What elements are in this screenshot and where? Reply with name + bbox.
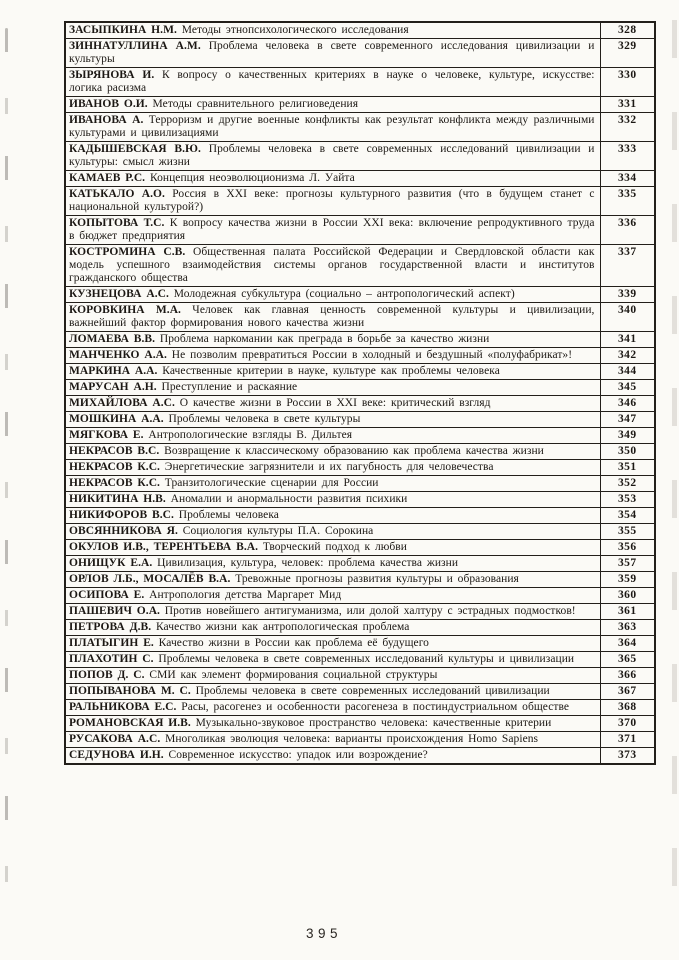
entry-cell bbox=[65, 142, 600, 171]
entry-page-number: 359 bbox=[600, 572, 655, 588]
entry-title: Россия в XXI веке: прогнозы культурного развития (что в будущем станет с национальной культурой?) bbox=[69, 188, 595, 213]
entry-page-number: 360 bbox=[600, 588, 655, 604]
entry-page-number: 366 bbox=[600, 668, 655, 684]
entry-title: Тревожные прогнозы развития культуры и образования bbox=[230, 573, 519, 585]
entry-title: Проблема человека в свете современного исследования цивилизации и культуры bbox=[69, 40, 595, 65]
entry-title: Возвращение к классическому образованию как проблема качества жизни bbox=[159, 445, 544, 457]
entry-page-number: 367 bbox=[600, 684, 655, 700]
table-row bbox=[65, 412, 655, 428]
entry-page-number: 373 bbox=[600, 748, 655, 765]
entry-page-number: 365 bbox=[600, 652, 655, 668]
entry-title: О качестве жизни в России в XXI веке: критический взгляд bbox=[174, 397, 491, 409]
entry-title: Качество жизни в России как проблема её будущего bbox=[153, 637, 429, 649]
entry-page-number: 333 bbox=[600, 142, 655, 171]
entry-cell bbox=[65, 364, 600, 380]
entry-cell bbox=[65, 652, 600, 668]
entry-title: Терроризм и другие военные конфликты как результат конфликта между различными культурами и цивилизациями bbox=[69, 114, 595, 139]
entry-page-number: 330 bbox=[600, 68, 655, 97]
table-row bbox=[65, 716, 655, 732]
entry-page-number: 339 bbox=[600, 287, 655, 303]
entry-cell bbox=[65, 684, 600, 700]
entry-cell bbox=[65, 39, 600, 68]
entry-cell bbox=[65, 636, 600, 652]
entry-title: Качество жизни как антропологическая проблема bbox=[151, 621, 410, 633]
entry-author: ПЛАХОТИН С. bbox=[69, 653, 154, 665]
entry-author: ОВСЯННИКОВА Я. bbox=[69, 525, 178, 537]
entry-title: Общественная палата Российской Федерации и Свердловской области как модель успешного взаимодействия системы органов государственной власти и институтов гражданского общества bbox=[69, 246, 595, 284]
entry-page-number: 356 bbox=[600, 540, 655, 556]
table-row bbox=[65, 113, 655, 142]
entry-cell bbox=[65, 187, 600, 216]
entry-author: НЕКРАСОВ К.С. bbox=[69, 461, 160, 473]
entry-author: МЯГКОВА Е. bbox=[69, 429, 144, 441]
entry-title: Проблемы человека в свете современных исследований цивилизации bbox=[190, 685, 550, 697]
entry-page-number: 328 bbox=[600, 22, 655, 39]
entry-author: МАРУСАН А.Н. bbox=[69, 381, 157, 393]
entry-title: Проблемы человека в свете современных исследований культуры и цивилизации bbox=[153, 653, 575, 665]
table-row bbox=[65, 39, 655, 68]
table-row bbox=[65, 303, 655, 332]
table-row bbox=[65, 556, 655, 572]
entry-page-number: 332 bbox=[600, 113, 655, 142]
table-row bbox=[65, 732, 655, 748]
entry-cell bbox=[65, 604, 600, 620]
entry-cell bbox=[65, 716, 600, 732]
entry-page-number: 347 bbox=[600, 412, 655, 428]
entry-author: НЕКРАСОВ В.С. bbox=[69, 445, 160, 457]
entry-page-number: 352 bbox=[600, 476, 655, 492]
entry-cell bbox=[65, 588, 600, 604]
entry-author: МАНЧЕНКО А.А. bbox=[69, 349, 167, 361]
entry-author: РОМАНОВСКАЯ И.В. bbox=[69, 717, 191, 729]
entry-title: Молодежная субкультура (социально – антропологический аспект) bbox=[168, 288, 515, 300]
entry-cell bbox=[65, 428, 600, 444]
entry-author: МИХАЙЛОВА А.С. bbox=[69, 397, 175, 409]
entry-author: НИКИФОРОВ В.С. bbox=[69, 509, 174, 521]
table-row bbox=[65, 97, 655, 113]
entry-page-number: 350 bbox=[600, 444, 655, 460]
entry-author: ИВАНОВА А. bbox=[69, 114, 144, 126]
entry-title: Проблема наркомании как преграда в борьбе за качество жизни bbox=[155, 333, 490, 345]
entry-cell bbox=[65, 572, 600, 588]
entry-cell bbox=[65, 348, 600, 364]
entry-cell bbox=[65, 68, 600, 97]
scan-edge-artifact-right bbox=[672, 20, 677, 920]
entry-author: КОПЫТОВА Т.С. bbox=[69, 217, 165, 229]
entry-title: Аномалии и анормальности развития психики bbox=[165, 493, 408, 505]
entry-cell bbox=[65, 748, 600, 765]
table-row bbox=[65, 396, 655, 412]
entry-title: Антропология детства Маргарет Мид bbox=[144, 589, 342, 601]
table-row bbox=[65, 620, 655, 636]
table-row bbox=[65, 652, 655, 668]
entry-page-number: 357 bbox=[600, 556, 655, 572]
table-row bbox=[65, 684, 655, 700]
entry-author: ЗАСЫПКИНА Н.М. bbox=[69, 24, 177, 36]
table-row bbox=[65, 216, 655, 245]
entry-title: Человек как главная ценность современной культуры и цивилизации, важнейший фактор формирования нового качества жизни bbox=[69, 304, 595, 329]
table-row bbox=[65, 380, 655, 396]
entry-author: ЛОМАЕВА В.В. bbox=[69, 333, 156, 345]
entry-author: ОКУЛОВ И.В., ТЕРЕНТЬЕВА В.А. bbox=[69, 541, 259, 553]
entry-author: МАРКИНА А.А. bbox=[69, 365, 158, 377]
table-row bbox=[65, 748, 655, 765]
entry-page-number: 363 bbox=[600, 620, 655, 636]
scan-edge-artifact-left bbox=[5, 28, 8, 913]
table-row bbox=[65, 332, 655, 348]
footer-page-number: 395 bbox=[305, 926, 343, 941]
entry-author: РАЛЬНИКОВА Е.С. bbox=[69, 701, 177, 713]
entry-cell bbox=[65, 287, 600, 303]
entry-title: Качественные критерии в науке, культуре как проблемы человека bbox=[157, 365, 500, 377]
table-row bbox=[65, 668, 655, 684]
entry-author: СЕДУНОВА И.Н. bbox=[69, 749, 164, 761]
entry-cell bbox=[65, 303, 600, 332]
entry-author: КОРОВКИНА М.А. bbox=[69, 304, 181, 316]
table-row bbox=[65, 428, 655, 444]
entry-page-number: 337 bbox=[600, 245, 655, 287]
entry-cell bbox=[65, 492, 600, 508]
entry-cell bbox=[65, 22, 600, 39]
entry-title: Методы этнопсихологического исследования bbox=[176, 24, 409, 36]
index-table-body bbox=[65, 22, 655, 764]
entry-cell bbox=[65, 476, 600, 492]
entry-title: Против новейшего антигуманизма, или долой халтуру с эстрадных подмостков! bbox=[159, 605, 576, 617]
entry-cell bbox=[65, 524, 600, 540]
entry-title: Методы сравнительного религиоведения bbox=[147, 98, 359, 110]
table-row bbox=[65, 187, 655, 216]
entry-cell bbox=[65, 332, 600, 348]
entry-author: КАМАЕВ Р.С. bbox=[69, 172, 146, 184]
table-row bbox=[65, 364, 655, 380]
entry-title: Антропологические взгляды В. Дильтея bbox=[143, 429, 353, 441]
table-row bbox=[65, 22, 655, 39]
entry-page-number: 371 bbox=[600, 732, 655, 748]
entry-author: ПОПЫВАНОВА М. С. bbox=[69, 685, 191, 697]
table-row bbox=[65, 348, 655, 364]
entry-cell bbox=[65, 444, 600, 460]
entry-author: ЗИННАТУЛЛИНА А.М. bbox=[69, 40, 201, 52]
entry-cell bbox=[65, 113, 600, 142]
entry-cell bbox=[65, 396, 600, 412]
entry-title: К вопросу о качественных критериях в науке о человеке, культуре, искусстве: логика расизма bbox=[69, 69, 595, 94]
entry-page-number: 331 bbox=[600, 97, 655, 113]
entry-title: Музыкально-звуковое пространство человека: качественные критерии bbox=[190, 717, 552, 729]
entry-author: РУСАКОВА А.С. bbox=[69, 733, 161, 745]
table-row bbox=[65, 142, 655, 171]
entry-title: Проблемы человека bbox=[173, 509, 279, 521]
entry-page-number: 341 bbox=[600, 332, 655, 348]
entry-author: ОНИЩУК Е.А. bbox=[69, 557, 153, 569]
entry-page-number: 361 bbox=[600, 604, 655, 620]
entry-cell bbox=[65, 171, 600, 187]
entry-page-number: 342 bbox=[600, 348, 655, 364]
entry-author: КАТЬКАЛО А.О. bbox=[69, 188, 165, 200]
entry-cell bbox=[65, 380, 600, 396]
entry-author: ПАШЕВИЧ О.А. bbox=[69, 605, 160, 617]
entry-author: НИКИТИНА Н.В. bbox=[69, 493, 166, 505]
table-row bbox=[65, 636, 655, 652]
entry-author: ИВАНОВ О.И. bbox=[69, 98, 148, 110]
entry-page-number: 346 bbox=[600, 396, 655, 412]
entry-page-number: 334 bbox=[600, 171, 655, 187]
entry-title: Не позволим превратиться России в холодный и бездушный «полуфабрикат»! bbox=[166, 349, 573, 361]
entry-author: ЗЫРЯНОВА И. bbox=[69, 69, 155, 81]
entry-author: ПОПОВ Д. С. bbox=[69, 669, 145, 681]
table-row bbox=[65, 460, 655, 476]
entry-title: Энергетические загрязнители и их пагубность для человечества bbox=[159, 461, 494, 473]
entry-page-number: 340 bbox=[600, 303, 655, 332]
entry-cell bbox=[65, 97, 600, 113]
table-row bbox=[65, 68, 655, 97]
entry-title: К вопросу качества жизни в России XXI века: включение репродуктивного труда в бюджет предприятия bbox=[69, 217, 595, 242]
table-row bbox=[65, 171, 655, 187]
table-row bbox=[65, 700, 655, 716]
entry-page-number: 368 bbox=[600, 700, 655, 716]
entry-cell bbox=[65, 700, 600, 716]
entry-cell bbox=[65, 620, 600, 636]
entry-page-number: 345 bbox=[600, 380, 655, 396]
entry-page-number: 364 bbox=[600, 636, 655, 652]
entry-title: Многоликая эволюция человека: варианты происхождения Homo Sapiens bbox=[160, 733, 539, 745]
entry-author: МОШКИНА А.А. bbox=[69, 413, 164, 425]
table-row bbox=[65, 444, 655, 460]
entry-page-number: 349 bbox=[600, 428, 655, 444]
entry-page-number: 329 bbox=[600, 39, 655, 68]
entry-page-number: 336 bbox=[600, 216, 655, 245]
entry-page-number: 355 bbox=[600, 524, 655, 540]
entry-page-number: 354 bbox=[600, 508, 655, 524]
entry-title: Преступление и раскаяние bbox=[156, 381, 298, 393]
entry-cell bbox=[65, 412, 600, 428]
entry-title: Современное искусство: упадок или возрождение? bbox=[163, 749, 428, 761]
table-row bbox=[65, 508, 655, 524]
entry-cell bbox=[65, 732, 600, 748]
entry-cell bbox=[65, 216, 600, 245]
index-table bbox=[64, 21, 656, 765]
entry-author: ОСИПОВА Е. bbox=[69, 589, 145, 601]
entry-cell bbox=[65, 556, 600, 572]
entry-title: Творческий подход к любви bbox=[258, 541, 407, 553]
entry-title: Концепция неоэволюционизма Л. Уайта bbox=[145, 172, 355, 184]
entry-author: ПЕТРОВА Д.В. bbox=[69, 621, 152, 633]
entry-page-number: 344 bbox=[600, 364, 655, 380]
table-row bbox=[65, 572, 655, 588]
entry-title: Социология культуры П.А. Сорокина bbox=[177, 525, 374, 537]
table-row bbox=[65, 245, 655, 287]
entry-page-number: 353 bbox=[600, 492, 655, 508]
table-row bbox=[65, 476, 655, 492]
entry-page-number: 335 bbox=[600, 187, 655, 216]
table-row bbox=[65, 604, 655, 620]
entry-author: ПЛАТЫГИН Е. bbox=[69, 637, 154, 649]
table-row bbox=[65, 287, 655, 303]
entry-title: Цивилизация, культура, человек: проблема качества жизни bbox=[152, 557, 459, 569]
entry-author: КАДЫШЕВСКАЯ В.Ю. bbox=[69, 143, 201, 155]
entry-cell bbox=[65, 245, 600, 287]
entry-title: Проблемы человека в свете культуры bbox=[163, 413, 361, 425]
table-row bbox=[65, 492, 655, 508]
entry-title: Транзитологические сценарии для России bbox=[159, 477, 379, 489]
entry-cell bbox=[65, 508, 600, 524]
entry-cell bbox=[65, 540, 600, 556]
entry-title: СМИ как элемент формирования социальной структуры bbox=[144, 669, 438, 681]
entry-author: КОСТРОМИНА С.В. bbox=[69, 246, 186, 258]
entry-title: Расы, расогенез и особенности расогенеза в постиндустриальном обществе bbox=[176, 701, 570, 713]
entry-author: НЕКРАСОВ К.С. bbox=[69, 477, 160, 489]
entry-author: КУЗНЕЦОВА А.С. bbox=[69, 288, 169, 300]
entry-cell bbox=[65, 668, 600, 684]
entry-page-number: 351 bbox=[600, 460, 655, 476]
entry-title: Проблемы человека в свете современных исследований цивилизации и культуры: смысл жизни bbox=[69, 143, 595, 168]
table-row bbox=[65, 524, 655, 540]
entry-page-number: 370 bbox=[600, 716, 655, 732]
entry-cell bbox=[65, 460, 600, 476]
table-row bbox=[65, 588, 655, 604]
table-row bbox=[65, 540, 655, 556]
entry-author: ОРЛОВ Л.Б., МОСАЛЁВ В.А. bbox=[69, 573, 231, 585]
